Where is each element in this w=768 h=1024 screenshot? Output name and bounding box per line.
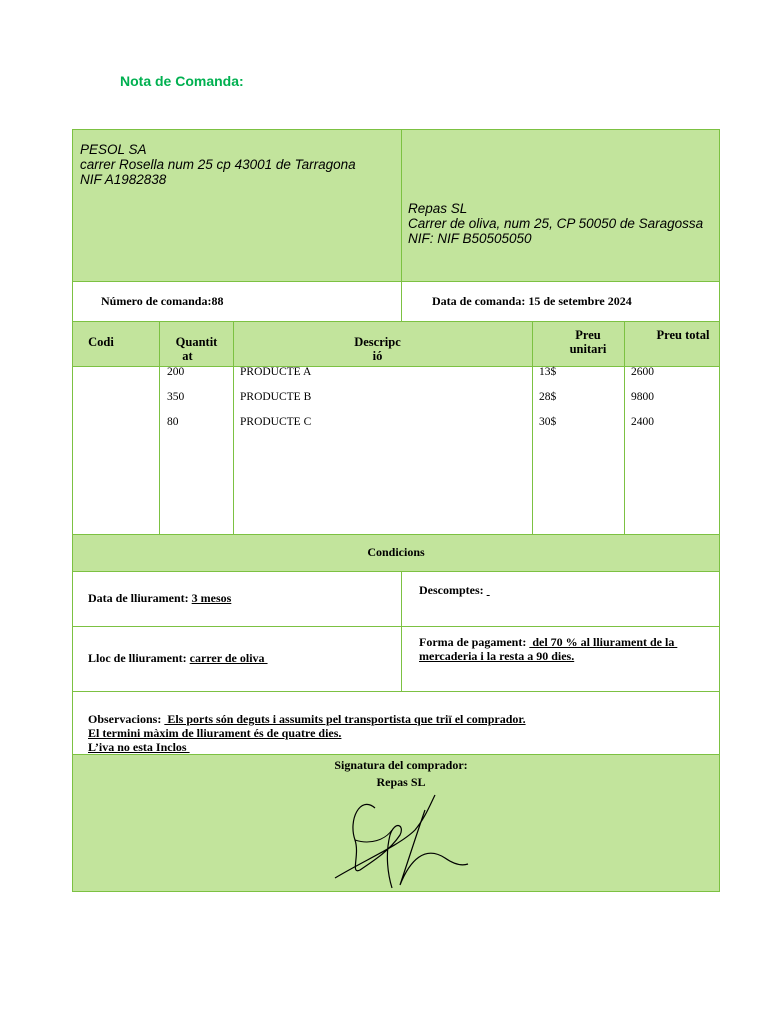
seller-address: carrer Rosella num 25 cp 43001 de Tarragona: [80, 157, 356, 172]
signature-name: Repas SL: [376, 775, 426, 789]
row-preu-total: 2400: [631, 416, 654, 428]
row-descripcio: PRODUCTE B: [240, 391, 312, 403]
payment-label: Forma de pagament:: [419, 635, 527, 649]
header-descripcio: [340, 335, 415, 363]
handwritten-signature: [330, 790, 475, 890]
header-descripcio-line1: Descripc: [354, 335, 401, 349]
seller-name: PESOL SA: [80, 142, 147, 157]
delivery-place-value: carrer de oliva: [189, 651, 268, 665]
header-codi: Codi: [88, 335, 114, 349]
delivery-place-label: Lloc de lliurament:: [88, 651, 187, 665]
table-row: [73, 365, 719, 379]
payment-method: [419, 635, 714, 663]
observations-line3: L’iva no esta Inclos: [88, 740, 190, 754]
header-preu-unitari-line1: Preu: [575, 328, 601, 342]
header-quantitat-line1: Quantit: [175, 335, 218, 349]
header-preu-unitari-line2: unitari: [569, 342, 607, 356]
buyer-address: Carrer de oliva, num 25, CP 50050 de Saragossa: [408, 216, 704, 231]
payment-value-line1: del 70 % al lliurament de la: [529, 635, 678, 649]
payment-value-line2: mercaderia i la resta a 90 dies.: [419, 649, 575, 663]
buyer-block: [408, 201, 718, 246]
order-number: Número de comanda:88: [101, 294, 224, 308]
header-preu-total: Preu total: [656, 328, 710, 342]
buyer-name: Repas SL: [408, 201, 468, 216]
delivery-place: [88, 651, 268, 665]
row-preu-unitari: 13$: [539, 366, 557, 378]
observations-label: Observacions:: [88, 712, 162, 726]
table-row: [73, 390, 719, 404]
row-preu-unitari: 30$: [539, 416, 557, 428]
header-preu-unitari: [553, 328, 623, 356]
row-preu-unitari: 28$: [539, 391, 557, 403]
delivery-date: [88, 591, 231, 605]
discounts-value: [487, 583, 490, 597]
table-row: [73, 415, 719, 429]
row-descripcio: PRODUCTE A: [240, 366, 312, 378]
seller-block: [80, 142, 395, 187]
header-quantitat-line2: at: [182, 349, 193, 363]
row-preu-total: 2600: [631, 366, 654, 378]
header-quantitat: [160, 335, 233, 363]
conditions-heading: Condicions: [367, 545, 425, 559]
row-quantitat: 200: [167, 366, 185, 378]
signature-label: Signatura del comprador:: [334, 758, 468, 772]
delivery-date-label: Data de lliurament:: [88, 591, 189, 605]
delivery-date-value: 3 mesos: [191, 591, 232, 605]
seller-nif: NIF A1982838: [80, 172, 167, 187]
row-descripcio: PRODUCTE C: [240, 416, 312, 428]
row-quantitat: 350: [167, 391, 185, 403]
document-title: Nota de Comanda:: [120, 73, 244, 89]
order-date: Data de comanda: 15 de setembre 2024: [432, 294, 632, 308]
row-preu-total: 9800: [631, 391, 654, 403]
row-quantitat: 80: [167, 416, 179, 428]
buyer-nif: NIF: NIF B50505050: [408, 231, 532, 246]
discounts-label: Descomptes:: [419, 583, 484, 597]
header-descripcio-line2: ió: [372, 349, 383, 363]
observations-line1: Els ports són deguts i assumits pel transportista que triï el comprador.: [164, 712, 526, 726]
discounts: [419, 583, 490, 597]
observations: [88, 712, 713, 754]
observations-line2: El termini màxim de lliurament és de quatre dies.: [88, 726, 342, 740]
